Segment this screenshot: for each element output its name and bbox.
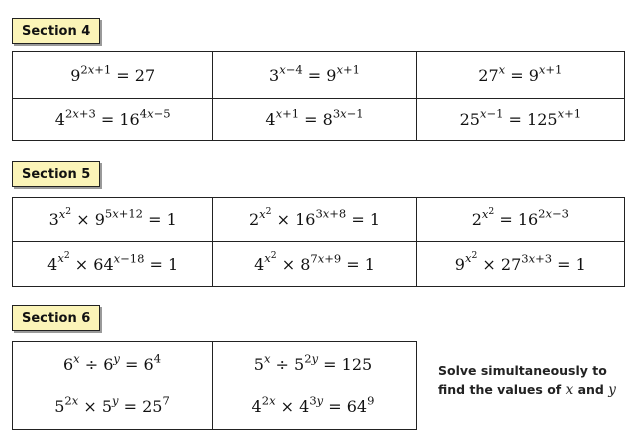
equation-cell: $4^{x^2} \times 8^{7x+9} = 1$ — [213, 242, 416, 287]
equation-cell: $2^{x^2} \times 16^{3x+8} = 1$ — [213, 198, 416, 242]
section-4-table — [12, 51, 625, 141]
equation-cell: $4^{x^2} \times 64^{x-18} = 1$ — [13, 242, 213, 287]
equation-cell: $25^{x-1} = 125^{x+1}$ — [416, 99, 624, 141]
equation-cell: $4^{2x} \times 4^{3y} = 64^9$ — [251, 393, 375, 416]
instruction-text: find the values of — [438, 382, 566, 397]
equation-cell: $3^{x-4} = 9^{x+1}$ — [213, 52, 416, 99]
equation-cell: $9^{2x+1} = 27$ — [13, 52, 213, 99]
equation-cell: $5^x \div 5^{2y} = 125$ — [253, 351, 373, 374]
section-5-label: Section 5 — [12, 161, 100, 187]
equation-cell: $3^{x^2} \times 9^{5x+12} = 1$ — [13, 198, 213, 242]
equation-cell: $27^x = 9^{x+1}$ — [416, 52, 624, 99]
section-4-label: Section 4 — [12, 18, 100, 44]
section-6-label: Section 6 — [12, 305, 100, 331]
instruction-and: and — [573, 382, 609, 397]
instruction-line-2 — [438, 380, 638, 400]
equation-cell: $9^{x^2} \times 27^{3x+3} = 1$ — [416, 242, 624, 287]
equation-cell: $6^x \div 6^y = 6^4$ — [62, 351, 162, 374]
instruction-note — [438, 361, 638, 400]
variable-x: x — [565, 382, 574, 398]
equation-cell: $5^{2x} \times 5^y = 25^7$ — [54, 393, 170, 416]
equation-cell: $4^{2x+3} = 16^{4x-5}$ — [13, 99, 213, 141]
variable-y: y — [608, 382, 616, 398]
equation-cell: $2^{x^2} = 16^{2x-3}$ — [416, 198, 624, 242]
instruction-line-1: Solve simultaneously to — [438, 363, 607, 378]
equation-cell: $4^{x+1} = 8^{3x-1}$ — [213, 99, 416, 141]
section-5-table — [12, 197, 625, 287]
